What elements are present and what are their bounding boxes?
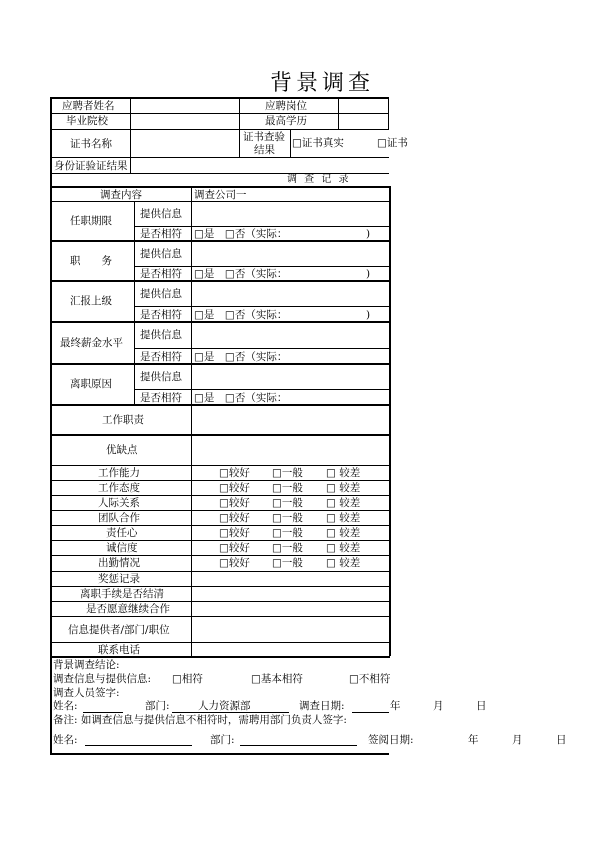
page-title: 背景调查 <box>270 71 375 96</box>
rating-option-good[interactable]: □较好 <box>219 512 250 524</box>
divider <box>134 306 390 307</box>
rating-option-average[interactable]: □一般 <box>272 542 303 554</box>
cert-other-checkbox[interactable]: □证书 <box>377 137 408 149</box>
id-check-label: 身份证验证结果 <box>54 160 128 172</box>
item-label-salary: 最终薪金水平 <box>60 337 123 349</box>
provided-info-label: 提供信息 <box>140 288 182 300</box>
education-label: 最高学历 <box>265 115 307 127</box>
rating-option-poor[interactable]: □ 较差 <box>326 467 361 479</box>
school-label: 毕业院校 <box>66 115 108 127</box>
divider <box>51 656 390 658</box>
row-label-duties: 工作职责 <box>102 414 144 426</box>
rating-option-poor[interactable]: □ 较差 <box>326 482 361 494</box>
item-label-supervisor: 汇报上级 <box>70 295 112 307</box>
rating-option-poor[interactable]: □ 较差 <box>326 542 361 554</box>
year-blank[interactable] <box>352 712 389 713</box>
rating-option-good[interactable]: □较好 <box>219 542 250 554</box>
row-label-informant: 信息提供者/部门/职位 <box>68 624 170 636</box>
divider <box>51 586 390 587</box>
divider <box>290 129 291 157</box>
row-label-strengths: 优缺点 <box>106 444 138 456</box>
divider <box>338 98 339 129</box>
match-label: 是否相符 <box>140 228 182 240</box>
year2-label: 年 <box>468 734 479 746</box>
divider <box>134 348 390 349</box>
survey-content-label: 调查内容 <box>100 189 142 201</box>
month2-label: 月 <box>512 734 523 746</box>
divider <box>51 404 390 406</box>
divider <box>51 540 390 541</box>
divider <box>51 434 390 436</box>
rating-label: 工作态度 <box>98 482 140 494</box>
match-label: 是否相符 <box>140 309 182 321</box>
divider <box>51 642 390 643</box>
provided-info-label: 提供信息 <box>140 248 182 260</box>
form-bottom-border <box>50 753 389 755</box>
rating-label: 工作能力 <box>98 467 140 479</box>
match-options[interactable]: □是 □否（实际： <box>194 309 288 321</box>
divider <box>134 201 135 405</box>
item-label-leave-reason: 离职原因 <box>70 378 112 390</box>
applicant-name-label: 应聘者姓名 <box>62 100 115 112</box>
rating-option-poor[interactable]: □ 较差 <box>326 497 361 509</box>
divider <box>51 555 390 556</box>
divider <box>51 616 390 617</box>
divider <box>51 129 389 130</box>
match-label: 是否相符 <box>140 392 182 404</box>
divider <box>134 266 390 267</box>
rating-option-average[interactable]: □一般 <box>272 527 303 539</box>
date-label: 调查日期: <box>299 700 345 712</box>
cert-check-label: 证书查验 <box>243 131 285 143</box>
rating-label: 责任心 <box>106 527 138 539</box>
opt-basic-checkbox[interactable]: □基本相符 <box>251 673 303 685</box>
certificate-label: 证书名称 <box>70 138 112 150</box>
divider <box>51 363 390 365</box>
match-close: ) <box>366 228 371 240</box>
opt-match-checkbox[interactable]: □相符 <box>172 673 203 685</box>
divider <box>51 157 389 158</box>
match-options[interactable]: □是 □否（实际： <box>194 268 288 280</box>
divider <box>51 525 390 526</box>
name2-blank[interactable] <box>85 745 192 746</box>
rating-option-good[interactable]: □较好 <box>219 482 250 494</box>
divider <box>51 510 390 511</box>
dept-blank <box>172 712 289 713</box>
rating-label: 出勤情况 <box>98 557 140 569</box>
divider <box>51 480 390 481</box>
rating-label: 团队合作 <box>98 512 140 524</box>
divider <box>51 465 390 466</box>
divider <box>239 98 240 157</box>
item-label-title: 职 务 <box>70 255 112 267</box>
divider <box>51 571 390 572</box>
provided-info-label: 提供信息 <box>140 329 182 341</box>
main-table-top-border <box>51 186 390 188</box>
match-label: 是否相符 <box>140 268 182 280</box>
rating-label: 人际关系 <box>98 497 140 509</box>
name-label: 姓名: <box>53 700 78 712</box>
rating-label: 诚信度 <box>106 542 138 554</box>
rating-option-average[interactable]: □一般 <box>272 467 303 479</box>
rating-option-good[interactable]: □较好 <box>219 557 250 569</box>
compare-label: 调查信息与提供信息: <box>53 673 152 685</box>
dept-label: 部门: <box>145 700 170 712</box>
rating-option-good[interactable]: □较好 <box>219 497 250 509</box>
match-close: ) <box>366 309 371 321</box>
divider <box>51 601 390 602</box>
day-label: 日 <box>476 700 487 712</box>
opt-not-checkbox[interactable]: □不相符 <box>349 673 391 685</box>
rating-option-good[interactable]: □较好 <box>219 527 250 539</box>
company-label: 调查公司一 <box>194 189 247 201</box>
match-close: ) <box>366 268 371 280</box>
match-options[interactable]: □是 □否（实际： <box>194 228 288 240</box>
rating-option-average[interactable]: □一般 <box>272 497 303 509</box>
year-label: 年 <box>390 700 401 712</box>
divider <box>51 321 390 323</box>
row-label-settlement: 离职手续是否结清 <box>80 588 164 600</box>
provided-info-label: 提供信息 <box>140 371 182 383</box>
month-label: 月 <box>433 700 444 712</box>
match-label: 是否相符 <box>140 351 182 363</box>
name-blank[interactable] <box>83 712 123 713</box>
record-header: 调 查 记 录 <box>287 174 351 185</box>
match-options[interactable]: □是 □否（实际： <box>194 351 288 363</box>
cert-check-label: 结果 <box>254 144 275 156</box>
row-label-cooperate: 是否愿意继续合作 <box>86 603 170 615</box>
rating-option-average[interactable]: □一般 <box>272 482 303 494</box>
divider <box>51 201 390 202</box>
rating-option-poor[interactable]: □ 较差 <box>326 557 361 569</box>
note-text: 备注: 如调查信息与提供信息不相符时，需聘用部门负责人签字: <box>53 714 347 726</box>
dept2-blank[interactable] <box>240 745 357 746</box>
signer-label: 调查人员签字: <box>53 687 120 699</box>
divider <box>134 226 390 227</box>
rating-option-average[interactable]: □一般 <box>272 557 303 569</box>
match-options[interactable]: □是 □否（实际： <box>194 392 288 404</box>
name2-label: 姓名: <box>53 734 78 746</box>
sign-date-label: 签阅日期: <box>368 734 414 746</box>
rating-option-average[interactable]: □一般 <box>272 512 303 524</box>
item-label-tenure: 任职期限 <box>70 215 112 227</box>
provided-info-label: 提供信息 <box>140 208 182 220</box>
dept2-label: 部门: <box>210 734 235 746</box>
rating-option-poor[interactable]: □ 较差 <box>326 527 361 539</box>
conclusion-label: 背景调查结论: <box>53 659 120 671</box>
dept-value: 人力资源部 <box>198 700 251 712</box>
day2-label: 日 <box>556 734 567 746</box>
row-label-phone: 联系电话 <box>98 644 140 656</box>
divider <box>51 280 390 282</box>
position-label: 应聘岗位 <box>265 100 307 112</box>
divider <box>134 389 390 390</box>
row-label-rewards: 奖惩记录 <box>98 573 140 585</box>
divider <box>51 240 390 242</box>
divider <box>51 495 390 496</box>
rating-option-good[interactable]: □较好 <box>219 467 250 479</box>
cert-true-checkbox[interactable]: □证书真实 <box>292 137 344 149</box>
rating-option-poor[interactable]: □ 较差 <box>326 512 361 524</box>
divider <box>130 98 131 173</box>
